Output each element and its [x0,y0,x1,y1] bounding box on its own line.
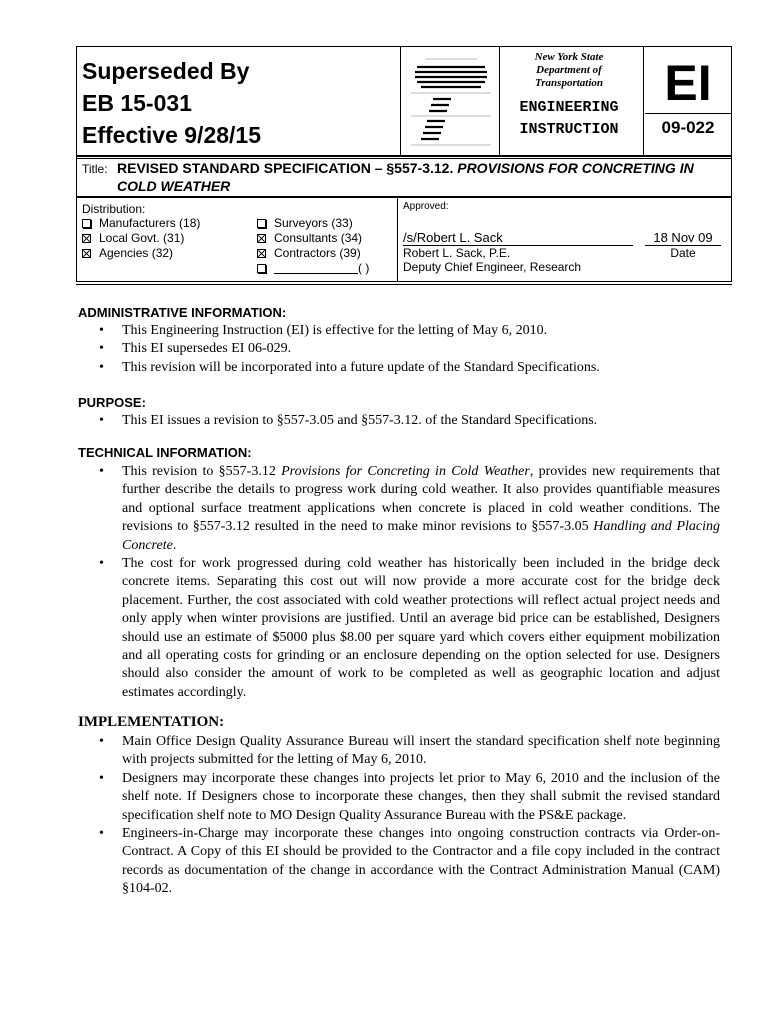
approval-signature: /s/Robert L. Sack [403,230,633,246]
ei-label: EI [664,55,712,111]
distribution-label: Distribution: [82,202,146,216]
distribution-item-label: ( ) [358,261,370,275]
implementation-list [78,733,720,899]
instruction-line-1: ENGINEERING [519,99,619,116]
technical-text: , provides new requirements that further describe the details to progress work during cold weather. It also provides quantifiable measures and optional surface treatment applications when concrete is placed in cold weather conditions. The revisions to §557-3.12 resulted in the need to make minor revisions to §557-3.05 [122,464,720,535]
approval-date: 18 Nov 09 [645,230,721,246]
document-header [76,46,732,156]
distribution-item-label: Surveyors (33) [274,216,353,230]
checkbox-checked-icon[interactable] [257,249,266,258]
superseded-line-1: Superseded By [82,58,250,84]
distribution-approval-box [76,196,732,282]
distribution-item[interactable] [257,216,353,231]
admin-list [78,322,720,377]
document-title [117,159,727,195]
date-label: Date [670,246,696,260]
agency-line-3: Transportation [534,77,604,89]
purpose-heading: PURPOSE: [78,395,146,410]
list-item: • Main Office Design Quality Assurance Bureau will insert the standard specification shelf note beginning with projects submitted for the letting of May 6, 2010. [78,733,720,770]
title-prefix: Title: [82,162,108,176]
other-blank-line[interactable] [274,262,358,274]
agency-name [503,51,635,90]
distribution-item[interactable] [82,246,173,261]
title-italic: PROVISIONS FOR CONCRETING IN COLD WEATHER [117,160,694,194]
distribution-double-rule [76,284,732,285]
agency-line-2: Department of [536,64,602,76]
distribution-item[interactable] [82,216,200,231]
distribution-item[interactable] [257,246,361,261]
checkbox-checked-icon[interactable] [257,234,266,243]
superseded-line-2: EB 15-031 [82,90,192,116]
technical-list [78,463,720,702]
distribution-item-label: Consultants (34) [274,231,363,245]
distribution-item-other[interactable] [257,261,369,276]
list-item: • This revision will be incorporated into a future update of the Standard Specifications. [78,359,720,377]
distribution-item-label: Local Govt. (31) [99,231,185,245]
header-divider-3 [643,47,644,155]
distribution-divider [397,197,398,281]
title-box [76,156,732,198]
approved-label: Approved: [403,201,449,212]
instruction-type [503,97,635,141]
spec-title: Handling and Placing Concrete [122,519,720,553]
approver-name: Robert L. Sack, P.E. [403,246,511,260]
superseded-line-3: Effective 9/28/15 [82,122,262,148]
superseded-notice [82,55,402,151]
list-item: • This EI issues a revision to §557-3.05 and §557-3.12. of the Standard Specifications. [78,412,720,430]
ei-divider [645,113,731,114]
list-item: • This EI supersedes EI 06-029. [78,340,720,358]
list-item: • This Engineering Instruction (EI) is effective for the letting of May 6, 2010. [78,322,720,340]
header-divider-1 [400,47,401,155]
implementation-heading: IMPLEMENTATION: [78,714,225,730]
list-item: • The cost for work progressed during cold weather has historically been included in the bridge deck concrete items. Separating this cost out will now provide a more accurate cost for the bridge deck placement. Further, the cost associated with cold weather protections will reflect actual project needs and only apply when winter provisions are justified. Until an average bid price can be established, Designers should use an estimate of $5000 plus $8.00 per square yard which covers either equipment mobilization and all operating costs for grinding or an enclosure depending on the option selected for use. Designers should also consider the amount of work to be completed as well as geographic location and adjust estimates accordingly. [78,555,720,702]
admin-heading: ADMINISTRATIVE INFORMATION: [78,305,287,320]
distribution-item-label: Agencies (32) [99,246,174,260]
title-main: REVISED STANDARD SPECIFICATION – §557-3.12. [117,160,458,176]
purpose-list [78,412,720,430]
checkbox-checked-icon[interactable] [82,249,91,258]
spec-title: Provisions for Concreting in Cold Weather [281,464,530,479]
approver-title: Deputy Chief Engineer, Research [403,260,582,274]
instruction-line-2: INSTRUCTION [519,121,619,138]
distribution-item[interactable] [257,231,362,246]
checkbox-unchecked-icon[interactable] [257,219,266,228]
header-divider-2 [499,47,500,155]
distribution-item[interactable] [82,231,184,246]
technical-text: This revision to §557-3.12 [122,464,282,479]
list-item: • Designers may incorporate these changes into projects let prior to May 6, 2010 and the inclusion of the shelf note. If Designers chose to incorporate these changes, then they shall submit the revised standard specification shelf note to MO Design Quality Assurance Bureau with the PS&E package. [78,770,720,825]
checkbox-unchecked-icon[interactable] [257,264,266,273]
technical-text: . [172,537,177,553]
checkbox-checked-icon[interactable] [82,234,91,243]
nysdot-logo-icon [411,55,491,150]
ei-number: 09-022 [661,118,715,137]
distribution-item-label: Contractors (39) [274,246,361,260]
distribution-item-label: Manufacturers (18) [99,216,201,230]
checkbox-unchecked-icon[interactable] [82,219,91,228]
technical-heading: TECHNICAL INFORMATION: [78,445,252,460]
agency-line-1: New York State [534,51,604,63]
list-item: • Engineers-in-Charge may incorporate these changes into ongoing construction contracts via Order-on-Contract. A Copy of this EI should be provided to the Contractor and a file copy included in the contract records as documentation of the change in accordance with the Contract Administration Manual (CAM) §104-02. [78,825,720,899]
list-item [78,463,720,555]
